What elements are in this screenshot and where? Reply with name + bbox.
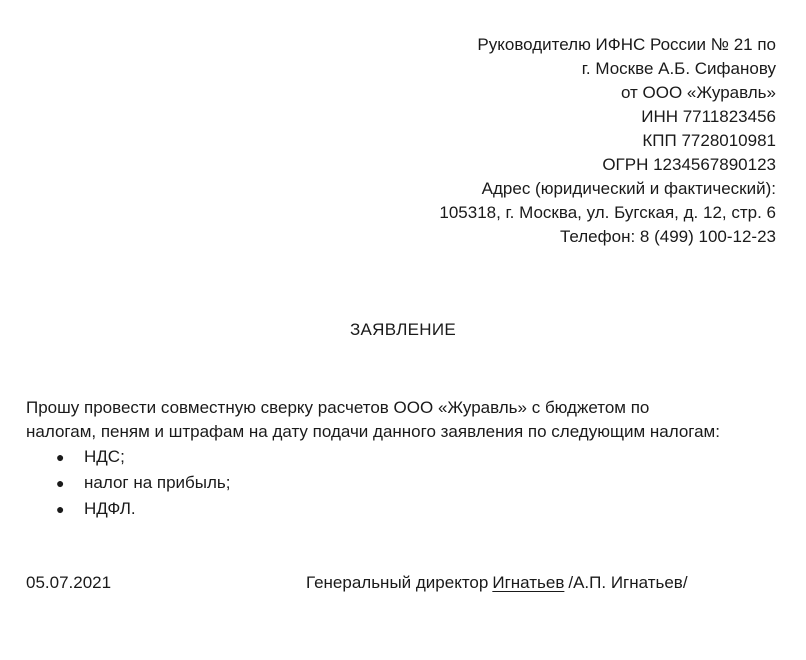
addressee-line: КПП 7728010981 [642,131,776,150]
addressee-line: Руководителю ИФНС России № 21 по [477,35,776,54]
bullet-icon: ● [56,501,65,517]
addressee-line: Телефон: 8 (499) 100-12-23 [559,227,776,246]
body-paragraph-line: налогам, пеням и штрафам на дату подачи данного заявления по следующим налогам: [26,422,720,441]
bullet-icon: ● [56,475,65,491]
bullet-icon: ● [56,449,65,465]
addressee-line: 105318, г. Москва, ул. Бугская, д. 12, стр. 6 [439,203,776,222]
addressee-line: Адрес (юридический и фактический): [481,179,776,198]
list-item [26,470,786,496]
document-date: 05.07.2021 [26,573,112,592]
signer-name: /А.П. Игнатьев/ [568,573,688,592]
signature-block [306,571,688,595]
list-item [26,444,786,470]
tax-list [26,444,786,522]
signature: Игнатьев [492,573,565,592]
document-body [26,396,786,522]
addressee-line: ОГРН 1234567890123 [602,155,776,174]
addressee-line: г. Москве А.Б. Сифанову [581,59,776,78]
addressee-block [356,33,776,249]
addressee-line: от ООО «Журавль» [620,83,776,102]
list-item-text: НДФЛ. [84,499,136,518]
addressee-line: ИНН 7711823456 [641,107,776,126]
list-item [26,496,786,522]
body-paragraph-line: Прошу провести совместную сверку расчетов ООО «Журавль» с бюджетом по [26,398,650,417]
list-item-text: налог на прибыль; [84,473,231,492]
list-item-text: НДС; [84,447,125,466]
signer-position: Генеральный директор [306,573,489,592]
document-title: ЗАЯВЛЕНИЕ [349,320,457,339]
